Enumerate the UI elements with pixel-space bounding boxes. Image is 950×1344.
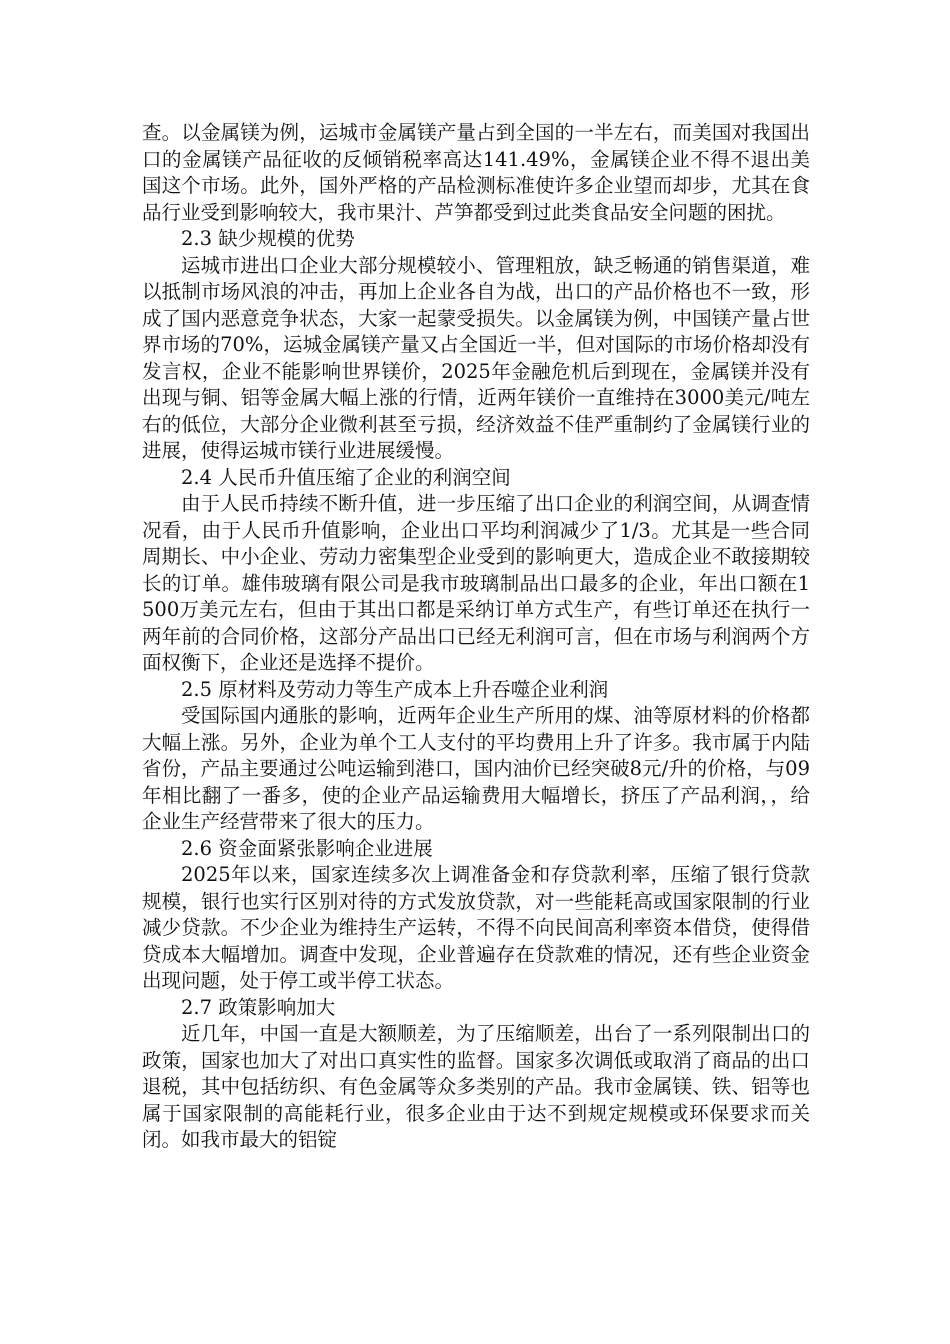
section-heading-2-3: 2.3 缺少规模的优势 (181, 227, 355, 250)
paragraph-2-3: 运城市进出口企业大部分规模较小、管理粗放，缺乏畅通的销售渠道，难以抵制市场风浪的冲击，再加上企业各自为战，出口的产品价格也不一致，形成了国内恶意竞争状态，大家一起蒙受损失。以金属镁为例，中国镁产量占世界市场的70%，运城金属镁产量又占全国近一半，但对国际的市场价格却没有发言权，企业不能影响世界镁价，2025年金融危机后到现在，金属镁并没有出现与铜、铝等金属大幅上涨的行情，近两年镁价一直维持在3000美元/吨左右的低位，大部分企业微利甚至亏损，经济效益不佳严重制约了金属镁行业的进展，使得运城市镁行业进展缓慢。 (142, 253, 810, 462)
paragraph-2-6: 2025年以来，国家连续多次上调准备金和存贷款利率，压缩了银行贷款规模，银行也实行区别对待的方式发放贷款，对一些能耗高或国家限制的行业减少贷款。不少企业为维持生产运转，不得不向民间高利率资本借贷，使得借贷成本大幅增加。调查中发现，企业普遍存在贷款难的情况，还有些企业资金出现问题，处于停工或半停工状态。 (142, 863, 810, 992)
paragraph-2-5: 受国际国内通胀的影响，近两年企业生产所用的煤、油等原材料的价格都大幅上涨。另外，企业为单个工人支付的平均费用上升了许多。我市属于内陆省份，产品主要通过公吨运输到港口，国内油价已经突破8元/升的价格，与09年相比翻了一番多，使的企业产品运输费用大幅增长，挤压了产品利润，，给企业生产经营带来了很大的压力。 (142, 704, 810, 833)
section-heading-2-6: 2.6 资金面紧张影响企业进展 (181, 836, 433, 860)
paragraph-2-4: 由于人民币持续不断升值，进一步压缩了出口企业的利润空间，从调查情况看，由于人民币升值影响，企业出口平均利润减少了1/3。尤其是一些合同周期长、中小企业、劳动力密集型企业受到的影响更大，造成企业不敢接期较长的订单。雄伟玻璃有限公司是我市玻璃制品出口最多的企业，年出口额在1500万美元左右，但由于其出口都是采纳订单方式生产，有些订单还在执行一两年前的合同价格，这部分产品出口已经无利润可言，但在市场与利润两个方面权衡下，企业还是选择不提价。 (142, 492, 810, 674)
document-body (142, 120, 810, 1154)
section-heading-2-5: 2.5 原材料及劳动力等生产成本上升吞噬企业利润 (181, 677, 609, 701)
section-heading-2-4: 2.4 人民币升值压缩了企业的利润空间 (181, 465, 511, 489)
paragraph-continued: 查。以金属镁为例，运城市金属镁产量占到全国的一半左右，而美国对我国出口的金属镁产品征收的反倾销税率高达141.49%，金属镁企业不得不退出美国这个市场。此外，国外严格的产品检测标准使许多企业望而却步，尤其在食品行业受到影响较大，我市果汁、芦笋都受到过此类食品安全问题的困扰。 (142, 121, 810, 224)
paragraph-2-7: 近几年，中国一直是大额顺差，为了压缩顺差，出台了一系列限制出口的政策，国家也加大了对出口真实性的监督。国家多次调低或取消了商品的出口退税，其中包括纺织、有色金属等众多类别的产品。我市金属镁、铁、铝等也属于国家限制的高能耗行业，很多企业由于达不到规定规模或环保要求而关闭。如我市最大的铝锭 (142, 1022, 810, 1151)
section-heading-2-7: 2.7 政策影响加大 (181, 995, 336, 1019)
